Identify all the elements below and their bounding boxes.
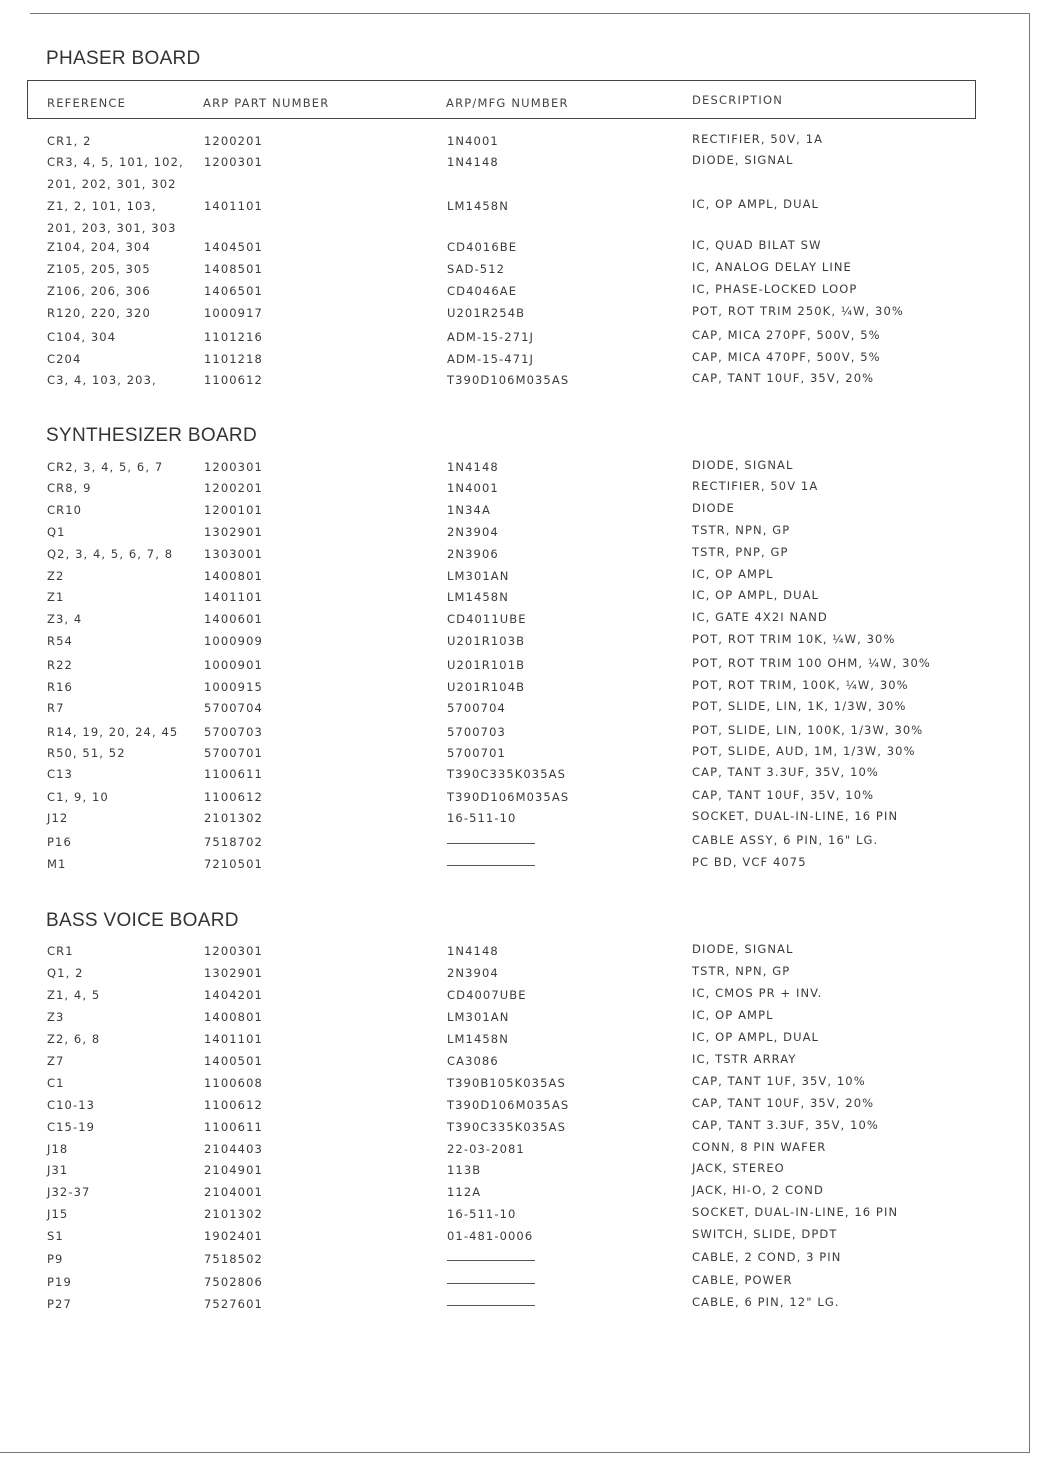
cell-arp-mfg-number: 2N3904 <box>447 966 499 980</box>
cell-arp-part-number: 1400601 <box>204 612 263 626</box>
cell-arp-mfg-number: U201R103B <box>447 634 526 648</box>
cell-reference: C204 <box>47 352 82 366</box>
cell-arp-part-number: 1401101 <box>204 590 263 604</box>
cell-arp-part-number: 7518502 <box>204 1252 263 1266</box>
cell-description: CAP, TANT 10UF, 35V, 20% <box>692 1096 875 1110</box>
cell-reference: Z106, 206, 306 <box>47 284 151 298</box>
section-title: SYNTHESIZER BOARD <box>46 425 257 446</box>
cell-arp-mfg-number: CD4016BE <box>447 240 518 254</box>
cell-description: TSTR, PNP, GP <box>692 545 789 559</box>
cell-arp-mfg-number: T390D106M035AS <box>447 1098 570 1112</box>
cell-description: IC, ANALOG DELAY LINE <box>692 260 852 274</box>
cell-arp-mfg-number: ADM-15-471J <box>447 352 535 366</box>
cell-description: IC, OP AMPL, DUAL <box>692 1030 820 1044</box>
cell-reference-continued: 201, 202, 301, 302 <box>47 177 177 191</box>
cell-description: RECTIFIER, 50V, 1A <box>692 132 824 146</box>
cell-arp-mfg-number: LM301AN <box>447 1010 510 1024</box>
cell-description: DIODE <box>692 501 735 515</box>
cell-reference: R54 <box>47 634 73 648</box>
cell-arp-part-number: 1408501 <box>204 262 263 276</box>
cell-reference: Z3, 4 <box>47 612 83 626</box>
cell-reference: Q1 <box>47 525 66 539</box>
cell-arp-part-number: 2101302 <box>204 811 263 825</box>
cell-arp-mfg-number: CD4007UBE <box>447 988 527 1002</box>
cell-arp-mfg-number: 1N4148 <box>447 155 499 169</box>
cell-arp-mfg-number: 113B <box>447 1163 482 1177</box>
cell-description: IC, TSTR ARRAY <box>692 1052 797 1066</box>
column-header-reference: REFERENCE <box>47 96 127 110</box>
cell-reference: C13 <box>47 767 73 781</box>
cell-description: SWITCH, SLIDE, DPDT <box>692 1227 838 1241</box>
cell-arp-part-number: 1401101 <box>204 1032 263 1046</box>
cell-arp-mfg-number: T390C335K035AS <box>447 767 567 781</box>
cell-arp-mfg-number: 1N4148 <box>447 944 499 958</box>
cell-description: CABLE, 2 COND, 3 PIN <box>692 1250 842 1264</box>
cell-reference: J31 <box>47 1163 69 1177</box>
cell-arp-mfg-number: 112A <box>447 1185 482 1199</box>
cell-arp-part-number: 1101218 <box>204 352 263 366</box>
cell-arp-part-number: 1200301 <box>204 460 263 474</box>
cell-reference: R16 <box>47 680 73 694</box>
cell-arp-mfg-number: U201R254B <box>447 306 526 320</box>
cell-description: POT, ROT TRIM 250K, ¼W, 30% <box>692 304 904 318</box>
cell-description: CAP, TANT 3.3UF, 35V, 10% <box>692 1118 879 1132</box>
cell-description: JACK, HI-O, 2 COND <box>692 1183 824 1197</box>
cell-arp-mfg-number: U201R104B <box>447 680 526 694</box>
cell-reference: C1 <box>47 1076 65 1090</box>
cell-arp-mfg-number: 1N4148 <box>447 460 499 474</box>
cell-arp-mfg-number: T390D106M035AS <box>447 373 570 387</box>
cell-description: CABLE, POWER <box>692 1273 793 1287</box>
cell-description: CAP, TANT 1UF, 35V, 10% <box>692 1074 866 1088</box>
cell-description: DIODE, SIGNAL <box>692 153 794 167</box>
cell-arp-part-number: 1000909 <box>204 634 263 648</box>
cell-description: IC, OP AMPL, DUAL <box>692 588 820 602</box>
cell-description: IC, GATE 4X2I NAND <box>692 610 828 624</box>
cell-description: IC, PHASE-LOCKED LOOP <box>692 282 858 296</box>
cell-arp-mfg-number: 5700703 <box>447 725 506 739</box>
page-frame-top <box>30 13 1030 14</box>
blank-mfg-line <box>447 1260 535 1261</box>
cell-reference: R120, 220, 320 <box>47 306 151 320</box>
cell-arp-part-number: 5700704 <box>204 701 263 715</box>
cell-reference: R22 <box>47 658 73 672</box>
cell-reference: CR2, 3, 4, 5, 6, 7 <box>47 460 164 474</box>
cell-arp-part-number: 1406501 <box>204 284 263 298</box>
cell-arp-mfg-number: 2N3904 <box>447 525 499 539</box>
cell-reference: CR3, 4, 5, 101, 102, <box>47 155 184 169</box>
cell-reference: Z1, 4, 5 <box>47 988 101 1002</box>
cell-arp-mfg-number: T390B105K035AS <box>447 1076 566 1090</box>
cell-reference: Z104, 204, 304 <box>47 240 151 254</box>
cell-arp-mfg-number: CD4046AE <box>447 284 518 298</box>
cell-arp-mfg-number: 22-03-2081 <box>447 1142 525 1156</box>
cell-arp-part-number: 7527601 <box>204 1297 263 1311</box>
cell-description: POT, SLIDE, LIN, 1K, 1/3W, 30% <box>692 699 907 713</box>
cell-arp-mfg-number: SAD-512 <box>447 262 506 276</box>
cell-reference: Q2, 3, 4, 5, 6, 7, 8 <box>47 547 174 561</box>
cell-arp-mfg-number: T390C335K035AS <box>447 1120 567 1134</box>
cell-description: RECTIFIER, 50V 1A <box>692 479 819 493</box>
cell-arp-part-number: 1200101 <box>204 503 263 517</box>
section-title: PHASER BOARD <box>46 48 201 69</box>
page-frame-bottom <box>0 1452 1030 1453</box>
cell-reference-continued: 201, 203, 301, 303 <box>47 221 177 235</box>
cell-description: DIODE, SIGNAL <box>692 942 794 956</box>
cell-reference: Z2 <box>47 569 65 583</box>
column-header-description: DESCRIPTION <box>692 93 784 107</box>
cell-description: POT, SLIDE, LIN, 100K, 1/3W, 30% <box>692 723 924 737</box>
cell-arp-mfg-number: 1N4001 <box>447 134 499 148</box>
cell-reference: Z2, 6, 8 <box>47 1032 101 1046</box>
cell-arp-mfg-number: LM1458N <box>447 1032 509 1046</box>
cell-reference: R7 <box>47 701 65 715</box>
cell-reference: R50, 51, 52 <box>47 746 126 760</box>
cell-description: IC, OP AMPL <box>692 567 774 581</box>
cell-arp-part-number: 1302901 <box>204 966 263 980</box>
cell-arp-part-number: 2104001 <box>204 1185 263 1199</box>
blank-mfg-line <box>447 1283 535 1284</box>
cell-arp-mfg-number: 16-511-10 <box>447 1207 517 1221</box>
cell-arp-part-number: 1303001 <box>204 547 263 561</box>
cell-reference: Z1, 2, 101, 103, <box>47 199 157 213</box>
cell-arp-part-number: 1100612 <box>204 790 263 804</box>
cell-arp-part-number: 2101302 <box>204 1207 263 1221</box>
cell-reference: CR1 <box>47 944 74 958</box>
cell-arp-part-number: 1100612 <box>204 373 263 387</box>
cell-arp-part-number: 1101216 <box>204 330 263 344</box>
cell-description: POT, ROT TRIM 10K, ¼W, 30% <box>692 632 896 646</box>
column-header-arp-mfg-number: ARP/MFG NUMBER <box>446 96 569 110</box>
cell-reference: C15-19 <box>47 1120 96 1134</box>
cell-description: CABLE, 6 PIN, 12" LG. <box>692 1295 840 1309</box>
cell-reference: C1, 9, 10 <box>47 790 109 804</box>
cell-description: DIODE, SIGNAL <box>692 458 794 472</box>
section-title: BASS VOICE BOARD <box>46 910 239 931</box>
cell-description: IC, OP AMPL, DUAL <box>692 197 820 211</box>
blank-mfg-line <box>447 843 535 844</box>
cell-arp-part-number: 7518702 <box>204 835 263 849</box>
cell-description: CAP, MICA 470PF, 500V, 5% <box>692 350 881 364</box>
cell-arp-part-number: 1000915 <box>204 680 263 694</box>
cell-reference: P16 <box>47 835 72 849</box>
cell-arp-mfg-number: LM301AN <box>447 569 510 583</box>
cell-arp-part-number: 1400801 <box>204 569 263 583</box>
column-header-arp-part-number: ARP PART NUMBER <box>203 96 330 110</box>
cell-description: TSTR, NPN, GP <box>692 523 791 537</box>
cell-arp-mfg-number: U201R101B <box>447 658 526 672</box>
cell-arp-mfg-number: 1N4001 <box>447 481 499 495</box>
cell-arp-mfg-number: ADM-15-271J <box>447 330 535 344</box>
cell-description: IC, CMOS PR + INV. <box>692 986 823 1000</box>
cell-reference: J32-37 <box>47 1185 91 1199</box>
cell-description: CAP, TANT 10UF, 35V, 10% <box>692 788 875 802</box>
cell-reference: Q1, 2 <box>47 966 84 980</box>
cell-arp-mfg-number: 2N3906 <box>447 547 499 561</box>
page-frame-right <box>1029 13 1030 1453</box>
cell-arp-part-number: 1200201 <box>204 134 263 148</box>
cell-reference: S1 <box>47 1229 64 1243</box>
blank-mfg-line <box>447 865 535 866</box>
cell-arp-mfg-number: CA3086 <box>447 1054 499 1068</box>
cell-description: PC BD, VCF 4075 <box>692 855 807 869</box>
cell-reference: J12 <box>47 811 69 825</box>
cell-reference: CR1, 2 <box>47 134 92 148</box>
cell-arp-mfg-number: 5700701 <box>447 746 506 760</box>
cell-description: JACK, STEREO <box>692 1161 785 1175</box>
cell-arp-part-number: 1200201 <box>204 481 263 495</box>
cell-description: SOCKET, DUAL-IN-LINE, 16 PIN <box>692 1205 899 1219</box>
cell-arp-part-number: 1100611 <box>204 1120 263 1134</box>
cell-description: CAP, TANT 10UF, 35V, 20% <box>692 371 875 385</box>
cell-description: IC, QUAD BILAT SW <box>692 238 822 252</box>
cell-arp-part-number: 5700703 <box>204 725 263 739</box>
cell-arp-part-number: 2104901 <box>204 1163 263 1177</box>
cell-arp-part-number: 1302901 <box>204 525 263 539</box>
cell-arp-part-number: 1404501 <box>204 240 263 254</box>
cell-description: TSTR, NPN, GP <box>692 964 791 978</box>
cell-arp-part-number: 7502806 <box>204 1275 263 1289</box>
cell-arp-part-number: 1401101 <box>204 199 263 213</box>
cell-description: POT, ROT TRIM 100 OHM, ¼W, 30% <box>692 656 931 670</box>
cell-reference: Z7 <box>47 1054 65 1068</box>
cell-arp-mfg-number: CD4011UBE <box>447 612 527 626</box>
cell-arp-part-number: 1404201 <box>204 988 263 1002</box>
cell-arp-part-number: 1200301 <box>204 944 263 958</box>
cell-reference: Z1 <box>47 590 65 604</box>
cell-arp-part-number: 1000901 <box>204 658 263 672</box>
cell-arp-part-number: 1000917 <box>204 306 263 320</box>
cell-arp-part-number: 1200301 <box>204 155 263 169</box>
cell-description: POT, SLIDE, AUD, 1M, 1/3W, 30% <box>692 744 916 758</box>
cell-reference: P19 <box>47 1275 72 1289</box>
cell-arp-mfg-number: 01-481-0006 <box>447 1229 534 1243</box>
cell-arp-part-number: 1400501 <box>204 1054 263 1068</box>
cell-arp-part-number: 1100608 <box>204 1076 263 1090</box>
cell-reference: J18 <box>47 1142 69 1156</box>
cell-reference: M1 <box>47 857 67 871</box>
cell-arp-mfg-number: T390D106M035AS <box>447 790 570 804</box>
cell-description: SOCKET, DUAL-IN-LINE, 16 PIN <box>692 809 899 823</box>
cell-arp-part-number: 5700701 <box>204 746 263 760</box>
cell-arp-part-number: 7210501 <box>204 857 263 871</box>
cell-reference: Z105, 205, 305 <box>47 262 151 276</box>
cell-reference: C104, 304 <box>47 330 117 344</box>
cell-arp-part-number: 1400801 <box>204 1010 263 1024</box>
cell-description: CAP, TANT 3.3UF, 35V, 10% <box>692 765 879 779</box>
cell-description: CAP, MICA 270PF, 500V, 5% <box>692 328 881 342</box>
cell-arp-mfg-number: 5700704 <box>447 701 506 715</box>
cell-description: CABLE ASSY, 6 PIN, 16" LG. <box>692 833 879 847</box>
cell-arp-part-number: 1100611 <box>204 767 263 781</box>
cell-arp-mfg-number: 1N34A <box>447 503 491 517</box>
cell-reference: R14, 19, 20, 24, 45 <box>47 725 179 739</box>
cell-reference: CR8, 9 <box>47 481 92 495</box>
cell-reference: C10-13 <box>47 1098 96 1112</box>
cell-arp-part-number: 1100612 <box>204 1098 263 1112</box>
cell-reference: P27 <box>47 1297 72 1311</box>
cell-description: POT, ROT TRIM, 100K, ¼W, 30% <box>692 678 909 692</box>
cell-reference: Z3 <box>47 1010 65 1024</box>
cell-reference: J15 <box>47 1207 69 1221</box>
blank-mfg-line <box>447 1305 535 1306</box>
cell-description: CONN, 8 PIN WAFER <box>692 1140 827 1154</box>
cell-arp-part-number: 1902401 <box>204 1229 263 1243</box>
cell-arp-part-number: 2104403 <box>204 1142 263 1156</box>
cell-arp-mfg-number: LM1458N <box>447 199 509 213</box>
cell-reference: P9 <box>47 1252 64 1266</box>
cell-arp-mfg-number: 16-511-10 <box>447 811 517 825</box>
cell-arp-mfg-number: LM1458N <box>447 590 509 604</box>
cell-reference: CR10 <box>47 503 83 517</box>
cell-description: IC, OP AMPL <box>692 1008 774 1022</box>
cell-reference: C3, 4, 103, 203, <box>47 373 157 387</box>
